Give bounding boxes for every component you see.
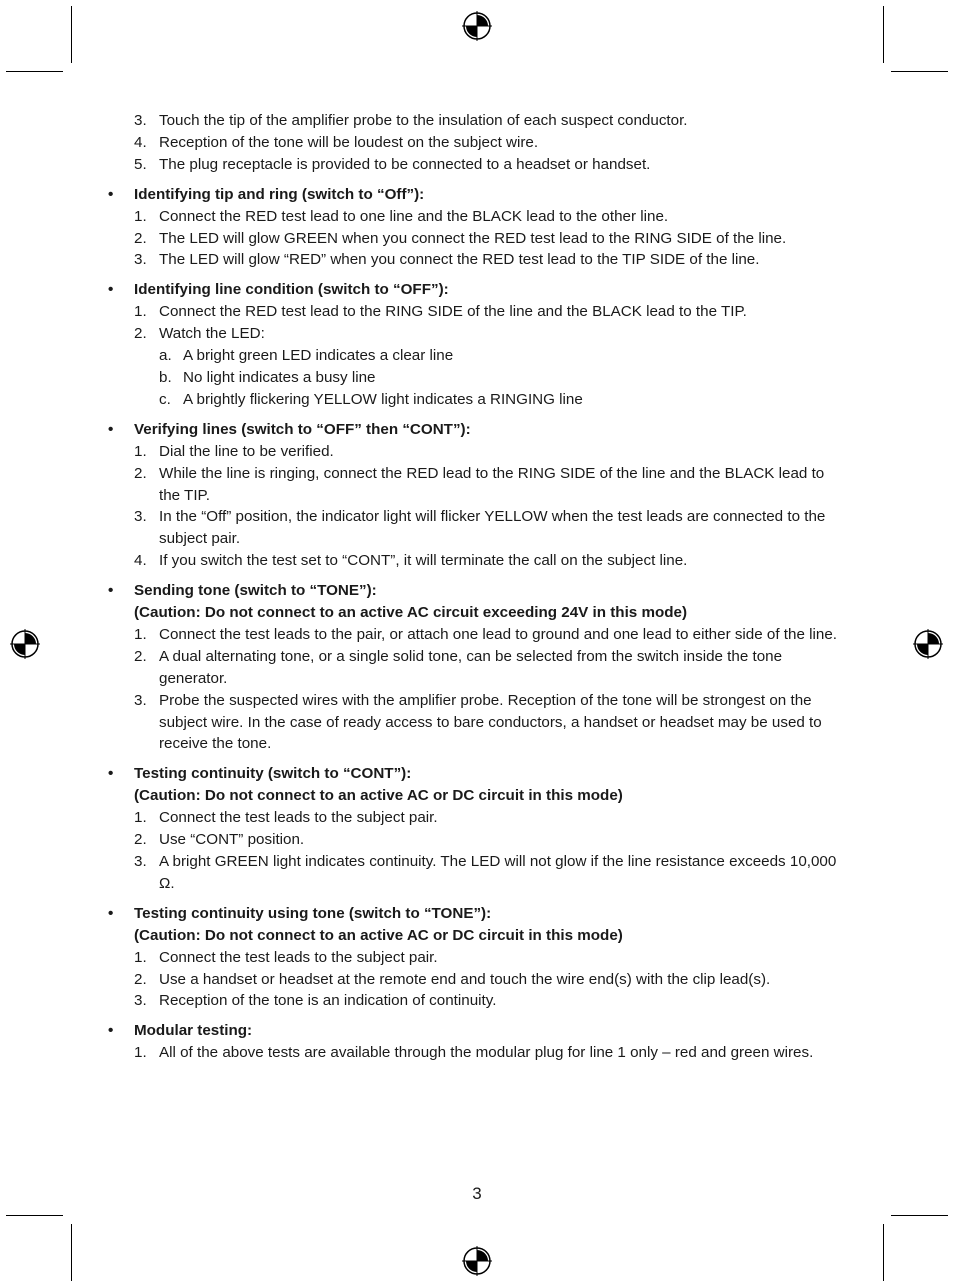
list-item: 3. The LED will glow “RED” when you connect the RED test lead to the TIP SIDE of the line. bbox=[134, 251, 760, 269]
section-heading: • Verifying lines (switch to “OFF” then “CONT”): bbox=[108, 420, 471, 438]
intro-list bbox=[108, 110, 848, 176]
page-number: 3 bbox=[472, 1184, 482, 1203]
list-item: 1. All of the above tests are available through the modular plug for line 1 only – red and green wires. bbox=[134, 1044, 814, 1062]
sub-list-item: c. A brightly flickering YELLOW light indicates a RINGING line bbox=[159, 390, 583, 408]
list-item: 1. Connect the test leads to the subject pair. bbox=[134, 809, 438, 827]
crop-mark bbox=[71, 6, 72, 63]
list-item: 1. Connect the RED test lead to the RING SIDE of the line and the BLACK lead to the TIP. bbox=[134, 303, 747, 321]
list-item: 1. Dial the line to be verified. bbox=[134, 442, 334, 460]
list-item: 5. The plug receptacle is provided to be connected to a headset or handset. bbox=[134, 155, 651, 173]
sub-list-item: b. No light indicates a busy line bbox=[159, 368, 376, 386]
crop-mark bbox=[891, 1215, 948, 1216]
registration-crosshair-icon bbox=[912, 628, 944, 660]
crop-mark bbox=[891, 71, 948, 72]
crop-mark bbox=[6, 1215, 63, 1216]
list-item: 2. The LED will glow GREEN when you connect the RED test lead to the RING SIDE of the line. bbox=[134, 229, 787, 247]
list-item: 1. Connect the test leads to the subject pair. bbox=[134, 948, 438, 966]
registration-crosshair-icon bbox=[461, 10, 493, 42]
list-item: 2. Use a handset or headset at the remote end and touch the wire end(s) with the clip lead(s). bbox=[134, 970, 771, 988]
list-item: 3. A bright GREEN light indicates continuity. The LED will not glow if the line resistance exceeds 10,000 Ω. bbox=[134, 853, 837, 892]
list-item: 4. If you switch the test set to “CONT”, it will terminate the call on the subject line. bbox=[134, 552, 688, 570]
registration-crosshair-icon bbox=[9, 628, 41, 660]
crop-mark bbox=[883, 6, 884, 63]
list-item: 4. Reception of the tone will be loudest on the subject wire. bbox=[134, 133, 539, 151]
list-item: 2. A dual alternating tone, or a single solid tone, can be selected from the switch inside the tone generator. bbox=[134, 647, 783, 687]
section-line-condition bbox=[108, 279, 848, 410]
section-heading: • Identifying tip and ring (switch to “Off”): bbox=[108, 185, 425, 203]
section-sending-tone bbox=[108, 580, 848, 755]
section-heading: • Testing continuity (switch to “CONT”): (Caution: Do not connect to an active AC or DC circuit in this mode) bbox=[108, 763, 848, 807]
section-identifying-tip-ring bbox=[108, 184, 848, 272]
list-item: 2. Use “CONT” position. bbox=[134, 831, 305, 849]
section-continuity-using-tone bbox=[108, 903, 848, 1013]
registration-crosshair-icon bbox=[461, 1245, 493, 1277]
crop-mark bbox=[6, 71, 63, 72]
section-heading: • Modular testing: bbox=[108, 1022, 253, 1040]
section-heading: • Identifying line condition (switch to “OFF”): bbox=[108, 281, 449, 299]
list-item: 3. In the “Off” position, the indicator light will flicker YELLOW when the test leads are connected to the subject pair. bbox=[134, 508, 826, 548]
list-item: 1. Connect the test leads to the pair, or attach one lead to ground and one lead to either side of the line. bbox=[134, 625, 838, 643]
section-verifying-lines bbox=[108, 419, 848, 572]
caution-note: (Caution: Do not connect to an active AC or DC circuit in this mode) bbox=[134, 926, 623, 944]
document-body bbox=[108, 110, 848, 1064]
list-item: 2. While the line is ringing, connect the RED lead to the RING SIDE of the line and the BLACK lead to the TIP. bbox=[134, 464, 825, 504]
list-item: 3. Probe the suspected wires with the amplifier probe. Reception of the tone will be strongest on the subject wire. In the case of ready access to bare conductors, a handset or headset may be used to receive the tone. bbox=[134, 691, 822, 753]
section-heading: • Testing continuity using tone (switch to “TONE”): (Caution: Do not connect to an active AC or DC circuit in this mode) bbox=[108, 903, 848, 947]
caution-note: (Caution: Do not connect to an active AC or DC circuit in this mode) bbox=[134, 787, 623, 805]
crop-mark bbox=[71, 1224, 72, 1281]
section-testing-continuity bbox=[108, 763, 848, 894]
list-item: 2. Watch the LED: bbox=[134, 325, 265, 343]
caution-note: (Caution: Do not connect to an active AC circuit exceeding 24V in this mode) bbox=[134, 604, 688, 622]
section-modular-testing bbox=[108, 1020, 848, 1064]
list-item: 3. Reception of the tone is an indication of continuity. bbox=[134, 992, 497, 1010]
section-heading: • Sending tone (switch to “TONE”): (Caution: Do not connect to an active AC circuit exceeding 24V in this mode) bbox=[108, 580, 848, 624]
crop-mark bbox=[883, 1224, 884, 1281]
sub-list-item: a. A bright green LED indicates a clear line bbox=[159, 347, 454, 365]
list-item: 3. Touch the tip of the amplifier probe to the insulation of each suspect conductor. bbox=[134, 112, 688, 129]
list-item: 1. Connect the RED test lead to one line and the BLACK lead to the other line. bbox=[134, 207, 669, 225]
